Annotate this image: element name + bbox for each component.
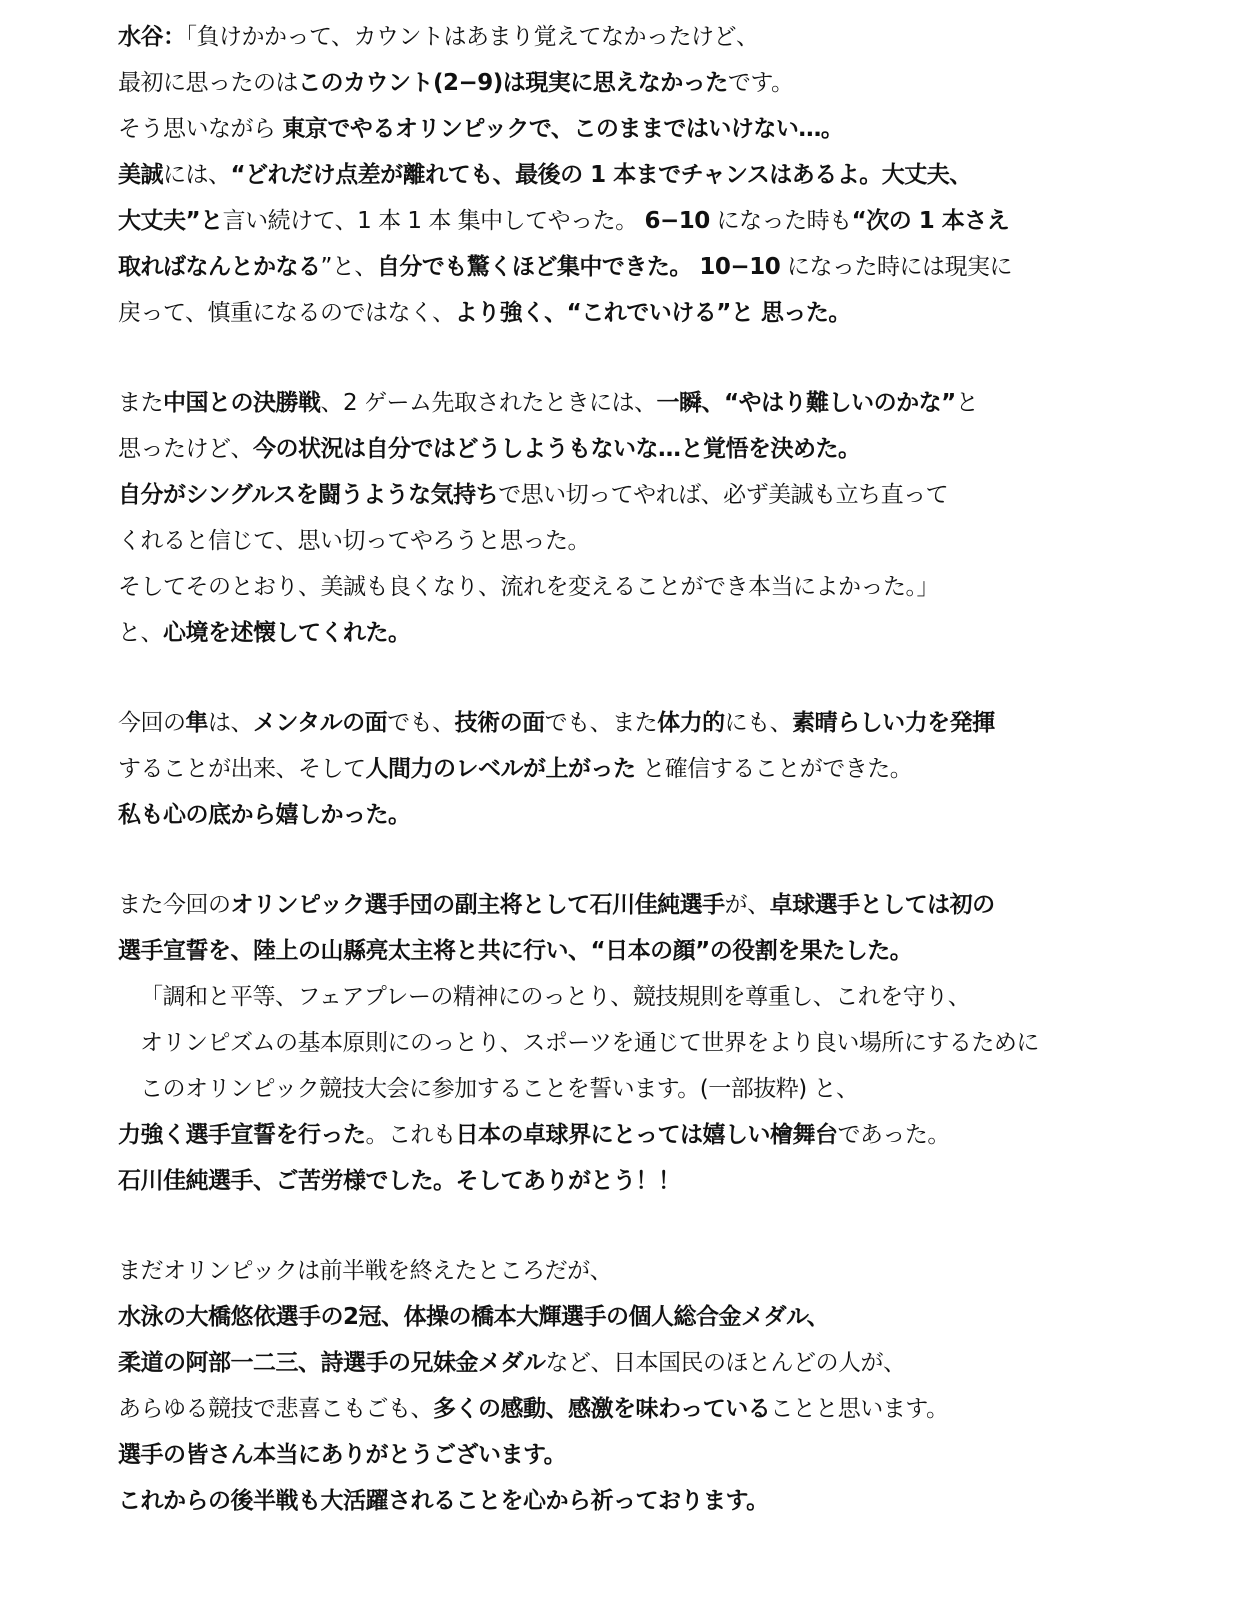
plain-text: 思ったけど、 <box>118 436 253 462</box>
paragraph-gap <box>118 656 1128 700</box>
plain-text: です。 <box>727 70 794 96</box>
text-line <box>118 1020 1128 1066</box>
text-line <box>118 1340 1128 1386</box>
plain-text: には、 <box>163 162 231 188</box>
bold-text: このカウント(2−9)は現実に思えなかった <box>298 70 728 96</box>
plain-text: することが出来、そして <box>118 756 366 782</box>
plain-text: そしてそのとおり、美誠も良くなり、流れを変えることができ本当によかった。」 <box>118 574 939 600</box>
plain-text: と <box>955 390 979 416</box>
text-line <box>118 472 1128 518</box>
plain-text: でも、また <box>544 710 658 736</box>
bold-text: 人間力のレベルが上がった <box>365 756 636 782</box>
text-line <box>118 106 1128 152</box>
bold-text: 選手の皆さん本当にありがとうございます。 <box>118 1442 567 1468</box>
text-line <box>118 700 1128 746</box>
paragraph <box>118 14 1128 336</box>
text-line <box>118 244 1128 290</box>
plain-text: まだオリンピックは前半戦を終えたところだが、 <box>118 1258 613 1284</box>
text-line <box>118 928 1128 974</box>
text-line <box>118 1248 1128 1294</box>
document-body <box>118 14 1128 1524</box>
paragraph <box>118 700 1128 838</box>
plain-text: 戻って、慎重になるのではなく、 <box>118 300 455 326</box>
plain-text: 最初に思ったのは <box>118 70 298 96</box>
bold-text: 取ればなんとかなる <box>118 254 321 280</box>
plain-text: 「調和と平等、フェアプレーの精神にのっとり、競技規則を尊重し、これを守り、 <box>140 984 971 1010</box>
bold-text: 一瞬、“やはり難しいのかな” <box>656 390 956 416</box>
plain-text: あらゆる競技で悲喜こもごも、 <box>118 1396 433 1422</box>
paragraph <box>118 1248 1128 1524</box>
bold-text: 日本の卓球界にとっては嬉しい檜舞台 <box>455 1122 838 1148</box>
bold-text: 選手宣誓を、陸上の山縣亮太主将と共に行い、“日本の顔”の役割を果たした。 <box>118 938 913 964</box>
text-line <box>118 518 1128 564</box>
plain-text: になった時も <box>709 208 852 234</box>
bold-text: 石川佳純選手、ご苦労様でした。そしてありがとう！！ <box>118 1168 681 1194</box>
text-line <box>118 1478 1128 1524</box>
bold-text: オリンピック選手団の副主将として石川佳純選手 <box>230 892 725 918</box>
plain-text: 、2 ゲーム先取されたときには、 <box>320 390 657 416</box>
plain-text: また <box>118 390 163 416</box>
plain-text: くれると信じて、思い切ってやろうと思った。 <box>118 528 591 554</box>
bold-text: 自分がシングルスを闘うような気持ち <box>118 482 499 508</box>
text-line <box>118 380 1128 426</box>
bold-text: 多くの感動、感激を味わっている <box>433 1396 771 1422</box>
text-line <box>118 60 1128 106</box>
plain-text: であった。 <box>837 1122 950 1148</box>
bold-text: 心境を述懐してくれた。 <box>163 620 411 646</box>
bold-text: より強く、“これでいける”と 思った。 <box>454 300 851 326</box>
plain-text: で思い切ってやれば、必ず美誠も立ち直って <box>498 482 949 508</box>
paragraph-gap <box>118 1204 1128 1248</box>
bold-text: 技術の面 <box>454 710 545 736</box>
bold-text: 卓球選手としては初の <box>769 892 995 918</box>
bold-text: これからの後半戦も大活躍されることを心から祈っております。 <box>118 1488 769 1514</box>
plain-text: オリンピズムの基本原則にのっとり、スポーツを通じて世界をより良い場所にするために <box>140 1030 1039 1056</box>
bold-text: 中国との決勝戦 <box>163 390 321 416</box>
bold-text: 体力的 <box>657 710 725 736</box>
plain-text: など、日本国民のほとんどの人が、 <box>545 1350 906 1376</box>
bold-text: 大丈夫”と <box>118 208 223 234</box>
text-line <box>118 792 1128 838</box>
bold-text: 隼 <box>185 710 208 736</box>
bold-text: メンタルの面 <box>253 710 388 736</box>
plain-text: は、 <box>208 710 253 736</box>
bold-text: “どれだけ点差が離れても、最後の 1 本までチャンスはあるよ。大丈夫、 <box>230 162 972 188</box>
text-line <box>118 1158 1128 1204</box>
bold-text: 水谷： <box>118 24 186 50</box>
text-line <box>118 1066 1128 1112</box>
text-line <box>118 1386 1128 1432</box>
bold-text: 今の状況は自分ではどうしようもないな…と覚悟を決めた。 <box>253 436 861 462</box>
bold-text: 素晴らしい力を発揮 <box>792 710 995 736</box>
paragraph-gap <box>118 838 1128 882</box>
text-line <box>118 564 1128 610</box>
plain-text: また今回の <box>118 892 231 918</box>
plain-text: 。これも <box>365 1122 456 1148</box>
paragraph <box>118 380 1128 656</box>
plain-text: と、 <box>118 620 163 646</box>
plain-text: 言い続けて、1 本 1 本 集中してやった。 <box>222 208 645 234</box>
plain-text: と確信することができた。 <box>635 756 913 782</box>
text-line <box>118 14 1128 60</box>
bold-text: 私も心の底から嬉しかった。 <box>118 802 411 828</box>
plain-text: 「負けかかって、カウントはあまり覚えてなかったけど、 <box>185 24 759 50</box>
text-line <box>118 974 1128 1020</box>
plain-text: ”と、 <box>320 254 377 280</box>
text-line <box>118 1294 1128 1340</box>
plain-text: でも、 <box>387 710 455 736</box>
bold-text: 東京でやるオリンピックで、このままではいけない…。 <box>282 116 844 142</box>
bold-text: 美誠 <box>118 162 163 188</box>
bold-text: “次の 1 本さえ <box>851 208 1010 234</box>
plain-text: このオリンピック競技大会に参加することを誓います。(一部抜粋) と、 <box>140 1076 859 1102</box>
plain-text: 今回の <box>118 710 186 736</box>
bold-text: 力強く選手宣誓を行った <box>118 1122 366 1148</box>
plain-text: そう思いながら <box>118 116 283 142</box>
plain-text: になった時には現実に <box>780 254 1013 280</box>
text-line <box>118 1112 1128 1158</box>
text-line <box>118 152 1128 198</box>
bold-text: 水泳の大橋悠依選手の2冠、体操の橋本大輝選手の個人総合金メダル、 <box>118 1304 830 1330</box>
bold-text: 6−10 <box>644 208 710 234</box>
text-line <box>118 198 1128 244</box>
text-line <box>118 610 1128 656</box>
text-line <box>118 882 1128 928</box>
plain-text: が、 <box>724 892 770 918</box>
bold-text: 柔道の阿部一二三、詩選手の兄妹金メダル <box>118 1350 546 1376</box>
text-line <box>118 746 1128 792</box>
plain-text: にも、 <box>724 710 793 736</box>
plain-text: ことと思います。 <box>770 1396 949 1422</box>
text-line <box>118 290 1128 336</box>
paragraph-gap <box>118 336 1128 380</box>
paragraph <box>118 882 1128 1204</box>
bold-text: 自分でも驚くほど集中できた。 10−10 <box>376 254 781 280</box>
text-line <box>118 1432 1128 1478</box>
text-line <box>118 426 1128 472</box>
